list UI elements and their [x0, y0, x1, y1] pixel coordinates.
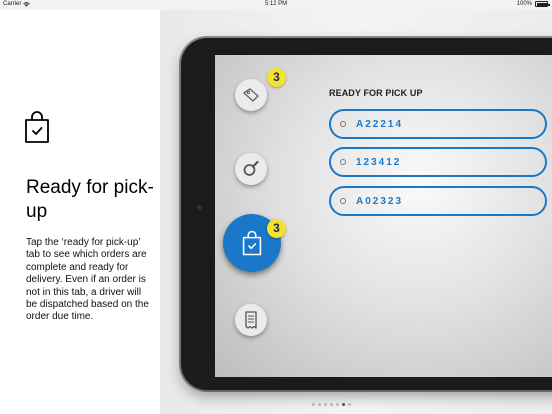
page-dot[interactable]	[312, 403, 315, 406]
order-code: 123412	[356, 156, 402, 168]
order-radio[interactable]	[340, 159, 346, 165]
bag-check-icon	[242, 230, 262, 256]
page-indicator[interactable]	[0, 403, 552, 406]
sidebar-item-new-orders[interactable]	[235, 79, 267, 111]
page-dot[interactable]	[330, 403, 333, 406]
page-dot[interactable]	[318, 403, 321, 406]
status-bar	[0, 0, 552, 10]
order-radio[interactable]	[340, 198, 346, 204]
order-item[interactable]	[329, 109, 547, 139]
receipt-icon	[244, 311, 258, 329]
new-orders-badge: 3	[267, 68, 286, 87]
camera-dot	[197, 205, 202, 210]
battery-percent: 100%	[516, 1, 532, 7]
page-dot[interactable]	[342, 403, 345, 406]
page-dot[interactable]	[336, 403, 339, 406]
sidebar-item-cooking[interactable]	[235, 153, 267, 185]
order-radio[interactable]	[340, 121, 346, 127]
order-code: A02323	[356, 195, 404, 207]
tag-icon	[242, 87, 260, 103]
carrier-label: Carrier	[3, 1, 22, 7]
order-code: A22214	[356, 118, 404, 130]
status-time: 5:12 PM	[264, 1, 288, 7]
intro-description: Tap the ‘ready for pick-up’ tab to see which orders are complete and ready for delivery. Even if an order is not in this tab, a driver will be dispatched based on the order due time.	[26, 237, 149, 323]
page-dot[interactable]	[348, 403, 351, 406]
ready-list-heading: READY FOR PICK UP	[329, 88, 423, 98]
status-right	[517, 1, 548, 7]
sidebar-item-receipts[interactable]	[235, 304, 267, 336]
ready-for-pickup-badge: 3	[267, 219, 286, 238]
battery-icon	[535, 1, 548, 7]
page-title: Ready for pick-up	[26, 177, 154, 222]
app-screen	[215, 55, 552, 377]
order-item[interactable]	[329, 147, 547, 177]
order-item[interactable]	[329, 186, 547, 216]
pan-icon	[242, 160, 260, 178]
page-dot[interactable]	[324, 403, 327, 406]
bag-check-icon	[24, 110, 50, 144]
